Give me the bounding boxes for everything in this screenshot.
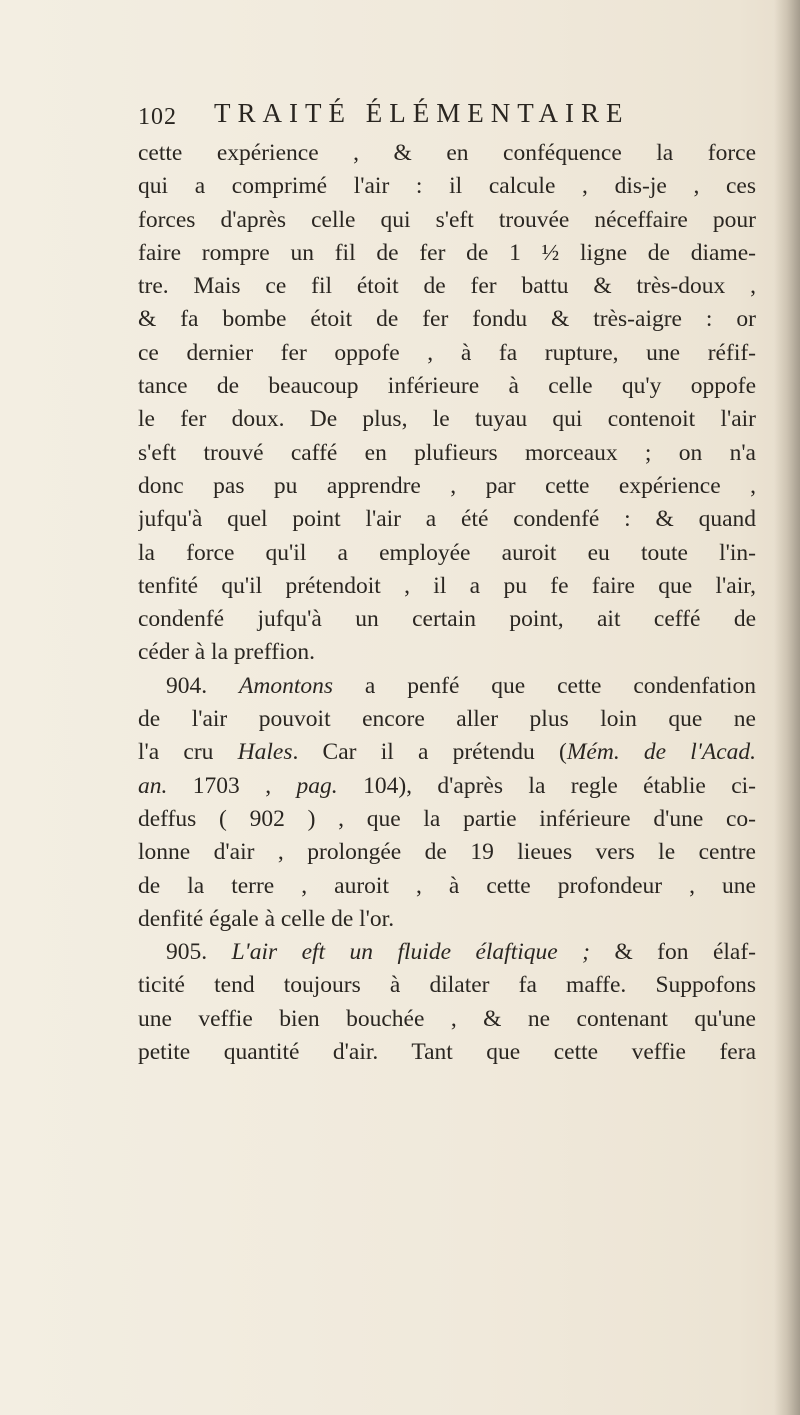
- running-title: TRAITÉ ÉLÉMENTAIRE: [214, 98, 630, 128]
- author-name: Hales: [237, 739, 293, 766]
- text-line: deffus ( 902 ) , que la partie inférieure d'une co-: [138, 805, 756, 832]
- paragraph-904-line: l'a cru Hales. Car il a prétendu (Mém. de l'Acad.: [138, 739, 756, 766]
- text-line: de l'air pouvoit encore aller plus loin que ne: [138, 706, 756, 733]
- text-line: tre. Mais ce fil étoit de fer battu & très-doux ,: [138, 273, 756, 300]
- text-line: donc pas pu apprendre , par cette expérience ,: [138, 472, 756, 499]
- text-line: faire rompre un fil de fer de 1 ½ ligne de diame-: [138, 239, 756, 266]
- text-line: forces d'après celle qui s'eft trouvée néceffaire pour: [138, 206, 756, 233]
- text-line: tenfité qu'il prétendoit , il a pu fe faire que l'air,: [138, 572, 756, 599]
- text-line: jufqu'à quel point l'air a été condenfé : & quand: [138, 506, 756, 533]
- text-line: ce dernier fer oppofe , à fa rupture, une réfif-: [138, 339, 756, 366]
- text-line: la force qu'il a employée auroit eu toute l'in-: [138, 539, 756, 566]
- text-line: & fa bombe étoit de fer fondu & très-aigre : or: [138, 306, 756, 333]
- text-line: s'eft trouvé caffé en plufieurs morceaux ; on n'a: [138, 439, 756, 466]
- text-line: une veffie bien bouchée , & ne contenant qu'une: [138, 1005, 756, 1032]
- citation: Mém. de l'Acad.: [566, 739, 756, 766]
- text-line: ticité tend toujours à dilater fa maffe. Suppofons: [138, 972, 756, 999]
- author-name: Amontons: [239, 672, 334, 699]
- statement: L'air eft un fluide élaftique ;: [231, 939, 590, 966]
- body-text: [138, 137, 756, 1069]
- text-line: céder à la preffion.: [138, 639, 316, 666]
- paragraph-904-line: an. 1703 , pag. 104), d'après la regle établie ci-: [138, 772, 756, 799]
- text-line: qui a comprimé l'air : il calcule , dis-je , ces: [138, 173, 756, 200]
- text-line: cette expérience , & en conféquence la force: [138, 140, 756, 166]
- text-line: de la terre , auroit , à cette profondeur , une: [138, 872, 756, 899]
- text-line: le fer doux. De plus, le tuyau qui contenoit l'air: [138, 406, 756, 433]
- running-header: [138, 98, 748, 134]
- page-edge-shadow: [774, 0, 800, 1415]
- paragraph-number: 904.: [166, 672, 208, 699]
- text-line: condenfé jufqu'à un certain point, ait ceffé de: [138, 606, 756, 633]
- text-line: lonne d'air , prolongée de 19 lieues vers le centre: [138, 839, 756, 866]
- text-line: tance de beaucoup inférieure à celle qu'y oppofe: [138, 373, 756, 400]
- page-number: 102: [138, 104, 177, 130]
- text-line: petite quantité d'air. Tant que cette veffie fera: [138, 1039, 756, 1066]
- paragraph-905-line: 905. L'air eft un fluide élaftique ; & fon élaf-: [166, 939, 756, 966]
- text-line: denfité égale à celle de l'or.: [138, 905, 395, 932]
- paragraph-number: 905.: [166, 939, 208, 966]
- paragraph-904-line: 904. Amontons a penfé que cette condenfation: [166, 672, 756, 699]
